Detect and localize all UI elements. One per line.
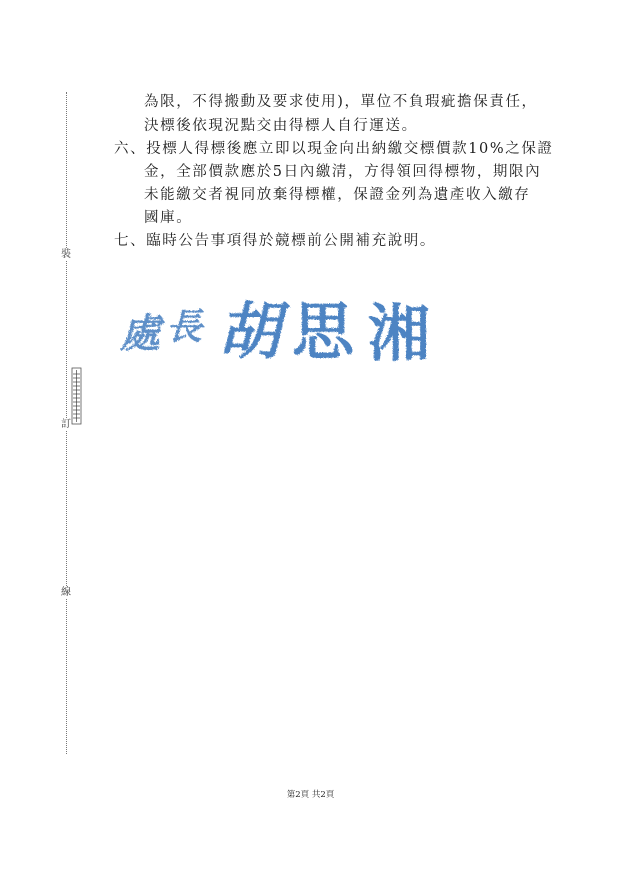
- text-line: 為限，不得搬動及要求使用)，單位不負瑕疵擔保責任，: [144, 94, 538, 110]
- binding-char-zhuang: 裝: [61, 249, 71, 260]
- signature-char-si: 思: [292, 295, 355, 368]
- text-line-item-six: 六、投標人得標後應立即以現金向出納繳交標價款10%之保證: [114, 141, 554, 157]
- text-line: 決標後依現況點交由得標人自行運送。: [144, 118, 418, 134]
- text-line: 未能繳交者視同放棄得標權，保證金列為遺產收入繳存: [144, 187, 531, 203]
- text-line: 金，全部價款應於5日內繳清，方得領回得標物，期限內: [144, 164, 542, 180]
- binding-char-xian: 線: [61, 587, 71, 598]
- signature-char-xiang: 湘: [368, 297, 431, 370]
- director-signature-stamp: [114, 283, 454, 375]
- text-line: 國庫。: [144, 210, 193, 226]
- margin-stamp-mark: [71, 366, 83, 426]
- text-line-item-seven: 七、臨時公告事項得於競標前公開補充說明。: [114, 233, 436, 249]
- signature-char-zhang: 長: [166, 306, 203, 348]
- signature-char-chu: 處: [120, 310, 160, 357]
- signature-char-hu: 胡: [218, 295, 281, 368]
- page-footer: 第2頁 共2頁: [286, 790, 335, 800]
- binding-char-ding: 訂: [61, 419, 71, 430]
